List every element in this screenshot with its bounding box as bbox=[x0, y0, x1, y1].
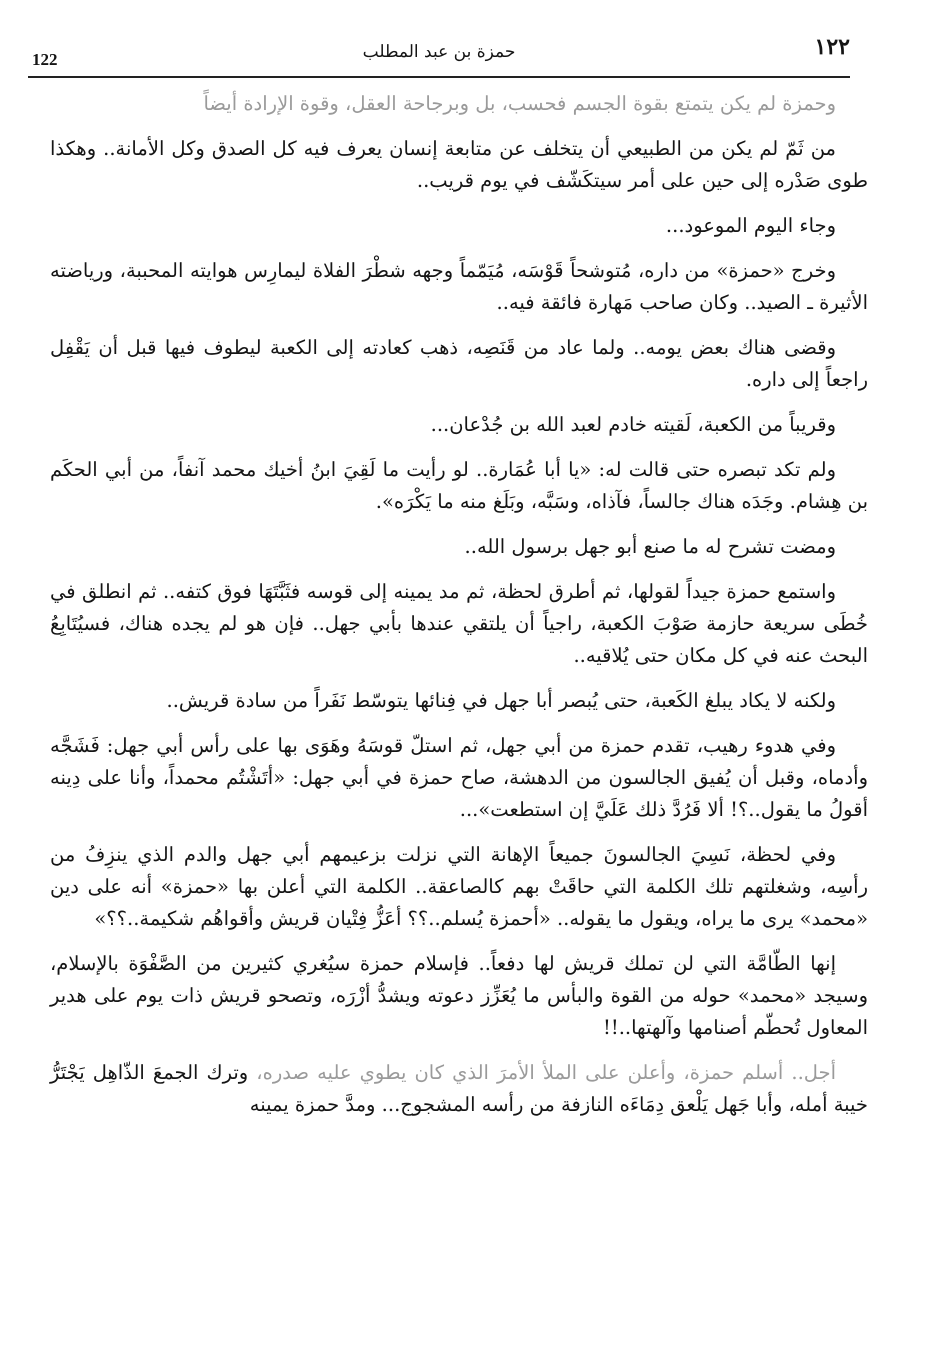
paragraph bbox=[50, 255, 868, 319]
paragraph-text: وترك الجمعَ الذّاهِل يَجْتَرُّ خيبة أمله، وأبا جَهل يَلْعق دِمَاءَه النازفة من رأسه المشجوج... ومدَّ حمزة يمينه bbox=[50, 1061, 868, 1116]
paragraph bbox=[50, 332, 868, 396]
paragraph bbox=[50, 409, 868, 441]
body-text bbox=[50, 88, 868, 1134]
paragraph bbox=[50, 839, 868, 935]
paragraph bbox=[50, 531, 868, 563]
paragraph bbox=[50, 88, 868, 120]
running-title: حمزة بن عبد المطلب bbox=[362, 42, 516, 62]
paragraph-text: وخرج «حمزة» من داره، مُتوشحاً قَوْسَه، مُيَمّماً وجهه شطْرَ الفلاة ليمارِس هوايته المحببة، ورياضته الأثيرة ـ الصيد.. وكان صاحب مَهارة فائقة فيه.. bbox=[50, 259, 868, 314]
paragraph bbox=[50, 576, 868, 672]
faded-text: أجل.. أسلم حمزة، وأعلن على الملأ الأمرَ الذي كان يطوي عليه صدره، bbox=[248, 1061, 837, 1084]
paragraph bbox=[50, 685, 868, 717]
faded-text: وحمزة لم يكن يتمتع بقوة الجسم فحسب، بل وبرجاحة العقل، وقوة الإرادة أيضاً bbox=[203, 92, 836, 115]
paragraph bbox=[50, 210, 868, 242]
paragraph-text: وفي هدوء رهيب، تقدم حمزة من أبي جهل، ثم استلّ قوسَهُ وهَوَى بها على رأس أبي جهل: فَشَجَّه وأدماه، وقبل أن يُفيق الجالسون من الدهشة، صاح حمزة في أبي جهل: «أتَشْتُم محمداً، وأنا على دِينه أقولُ ما يقول..؟! ألا فَرُدَّ ذلك عَلَيَّ إن استطعت»... bbox=[50, 734, 868, 821]
paragraph bbox=[50, 948, 868, 1044]
page-number-arabic: ١٢٢ bbox=[814, 34, 850, 60]
paragraph bbox=[50, 730, 868, 826]
paragraph-text: وقريباً من الكعبة، لَقيته خادم لعبد الله بن جُدْعان... bbox=[430, 413, 836, 436]
paragraph bbox=[50, 454, 868, 518]
paragraph-text: ولم تكد تبصره حتى قالت له: «يا أبا عُمَارة.. لو رأيت ما لَقِيَ ابنُ أخيك محمد آنفاً، من أبي الحكَم بن هِشام. وجَدَه هناك جالساً، فآذاه، وسَبَّه، وبَلَغ منه ما يَكْرَه». bbox=[50, 458, 868, 513]
paragraph-text: وجاء اليوم الموعود... bbox=[665, 214, 836, 237]
page-header bbox=[28, 34, 850, 76]
header-rule bbox=[28, 76, 850, 78]
paragraph bbox=[50, 133, 868, 197]
paragraph-text: من ثَمّ لم يكن من الطبيعي أن يتخلف عن متابعة إنسان يعرف فيه كل الصدق وكل الأمانة.. وهكذا طوى صَدْره إلى حين على أمر سيتكَشّف في يوم قريب.. bbox=[50, 137, 868, 192]
paragraph-text: ولكنه لا يكاد يبلغ الكَعبة، حتى يُبصر أبا جهل في فِنائها يتوسّط نَفَراً من سادة قريش.. bbox=[166, 689, 836, 712]
paragraph-text: وقضى هناك بعض يومه.. ولما عاد من قَنَصِه، ذهب كعادته إلى الكعبة ليطوف فيها قبل أن يَقْفِل راجعاً إلى داره. bbox=[50, 336, 868, 391]
paragraph-text: واستمع حمزة جيداً لقولها، ثم أطرق لحظة، ثم مد يمينه إلى قوسه فثَبَّتَهَا فوق كتفه.. ثم انطلق في خُطَى سريعة حازمة صَوْبَ الكعبة، راجياً أن يلتقي عندها بأبي جهل.. فإن هو لم يجده هناك، فسيُتَابِعُ البحث عنه في كل مكان حتى يُلاقيه.. bbox=[50, 580, 868, 667]
paragraph-text: ومضت تشرح له ما صنع أبو جهل برسول الله.. bbox=[464, 535, 836, 558]
page-number-latin: 122 bbox=[32, 50, 58, 69]
paragraph-text: إنها الطّامَّة التي لن تملك قريش لها دفعاً.. فإسلام حمزة سيُغري كثيرين من الصَّفْوَة بالإسلام، وسيجد «محمد» حوله من القوة والبأس ما يُعَزِّز دعوته ويشدُّ أزْرَه، وتصحو قريش ذات يوم على هدير المعاول تُحطّم أصنامها وآلهتها..!! bbox=[50, 952, 868, 1039]
paragraph bbox=[50, 1057, 868, 1121]
paragraph-text: وفي لحظة، نَسِيَ الجالسونَ جميعاً الإهانة التي نزلت بزعيمهم أبي جهل والدم الذي ينزِفُ من رأسِه، وشغلتهم تلك الكلمة التي حاقَتْ بهم كالصاعقة.. الكلمة التي أعلن بها «حمزة» أنه على دين «محمد» يرى ما يراه، ويقول ما يقوله.. «أحمزة يُسلم..؟؟ أعَزُّ فِتْيان قريش وأقواهُم شكيمة..؟؟» bbox=[50, 843, 868, 930]
